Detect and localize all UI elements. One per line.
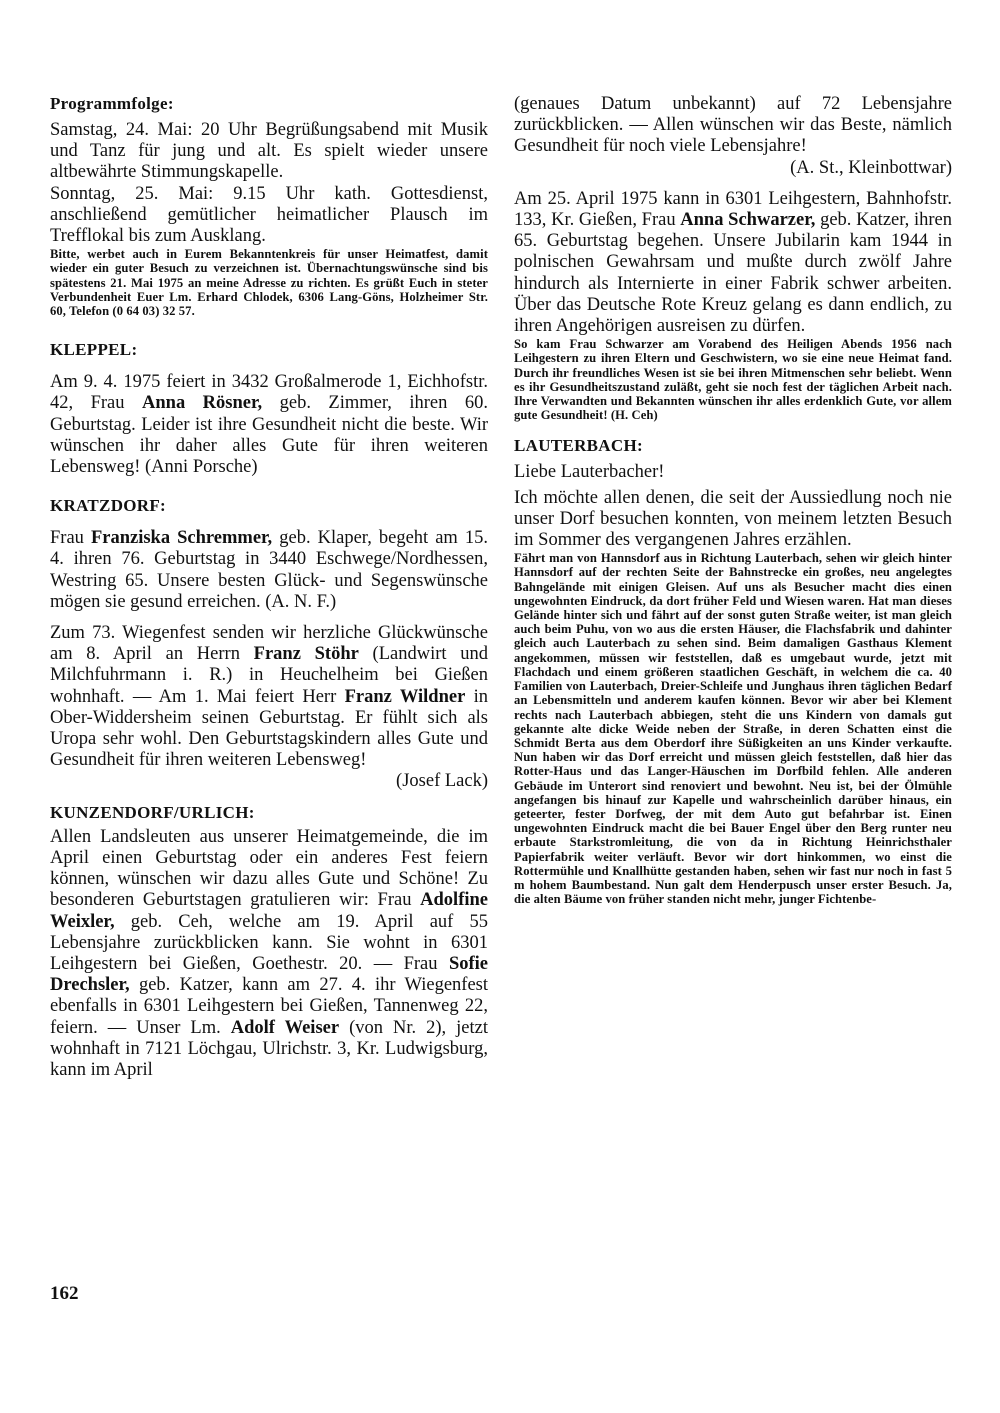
programm-paragraph-2: Sonntag, 25. Mai: 9.15 Uhr kath. Gottesdienst, anschließend gemütlicher heimatlicher Plausch im Trefflokal bis zum Ausklang.	[50, 183, 488, 247]
kratzdorf-signature: (Josef Lack)	[396, 771, 488, 792]
right-column	[514, 94, 952, 906]
continued-paragraph: (genaues Datum unbekannt) auf 72 Lebensjahre zurückblicken. — Allen wünschen wir das Beste, nämlich Gesundheit für noch viele Lebensjahre!	[514, 94, 952, 157]
kunzendorf-paragraph: Allen Landsleuten aus unserer Heimatgemeinde, die im April einen Geburtstag oder ein anderes Fest feiern können, wünschen wir dazu alles Gute und Schöne! Zu besonderen Geburtstagen gratulieren wir: Frau Adolfine Weixler, geb. Ceh, welche am 19. April auf 55 Lebensjahre zurückblicken kann. Sie wohnt in 6301 Leihgestern bei Gießen, Goethestr. 20. — Frau Sofie Drechsler, geb. Katzer, kann am 27. 4. ihr Wiegenfest ebenfalls in 6301 Leihgestern bei Gießen, Tannenweg 22, feiern. — Unser Lm. Adolf Weiser (von Nr. 2), jetzt wohnhaft in 7121 Löchgau, Ulrichstr. 3, Kr. Ludwigsburg, kann im April	[50, 826, 488, 1080]
kratzdorf-paragraph-2: Zum 73. Wiegenfest senden wir herzliche Glückwünsche am 8. April an Herrn Franz Stöhr (Landwirt und Milchfuhrmann i. R.) in Heuchelheim bei Gießen wohnhaft. — Am 1. Mai feiert Herr Franz Wildner in Ober-Widdersheim seinen Geburtstag. Er fühlt sich als Uropa sehr wohl. Den Geburtstagskindern alles Gute und Gesundheit für ihren weiteren Lebensweg!	[50, 623, 488, 771]
heading-kunzendorf: KUNZENDORF/URLICH:	[50, 802, 255, 822]
lauterbach-intro: Ich möchte allen denen, die seit der Aussiedlung noch nie unser Dorf besuchen konnten, von meinem letzten Besuch im Sommer des vergangenen Jahres erzählen.	[514, 487, 952, 551]
schwarzer-small-text: So kam Frau Schwarzer am Vorabend des Heiligen Abends 1956 nach Leihgestern zu ihren Eltern und Geschwistern, wo sie eine neue Heimat fand. Durch ihr freundliches Wesen ist sie bei ihren Mitmenschen sehr beliebt. Wenn es ihr Gesundheitszustand zuläßt, geht sie noch fest der täglichen Arbeit nach. Ihre Verwandten und Bekannten wünschen ihr alles erdenklich Gute, vor allem gute Gesundheit! (H. Ceh)	[514, 337, 952, 423]
heading-programmfolge: Programmfolge:	[50, 94, 174, 113]
programm-small-text: Bitte, werbet auch in Eurem Bekanntenkreis für unser Heimatfest, damit wieder ein guter Besuch zu verzeichnen ist. Übernachtungswünsche sind bis spätestens 21. Mai 1975 an meine Adresse zu richten. Es grüßt Euch in steter Verbundenheit Euer Lm. Erhard Chlodek, 6306 Lang-Göns, Holzheimer Str. 60, Telefon (0 64 03) 32 57.	[50, 247, 488, 319]
lauterbach-small-text: Fährt man von Hannsdorf aus in Richtung Lauterbach, sehen wir gleich hinter Hannsdorf auf der rechten Seite der Bahnstrecke ein großes, neu angelegtes Bahngelände mit einigen Gleisen. Auf uns als Besucher macht dies einen ungewohnten Eindruck, da dort früher Feld und Wiesen waren. Hat man dieses Gelände hinter sich und fährt auf der sonst guten Straße weiter, ist man gleich auch beim Puhu, von wo aus die ersten Häuser, die Flachsfabrik und dahinter gleich auch Lauterbach zu sehen sind. Beim damaligen Gasthaus Klement angekommen, müssen wir feststellen, daß es umgebaut wurde, jetzt mit Flachdach und einem größeren staatlichen Geschäft, in welchem die ca. 40 Familien von Lauterbach, Dreier-Schleife und Junghaus ihren täglichen Bedarf an Lebensmitteln und anderem kaufen können. Bevor wir aber bei Klement rechts nach Lauterbach abbiegen, steht die uns Kindern von damals gut gekannte alte dicke Weide neben der Straße, in deren Schatten einst die Schmidt Berta aus dem Oberdorf ihre Süßigkeiten an uns Kinder verkaufte. Nun haben wir das Dorf erreicht und müssen gleich feststellen, daß hier das Rotter-Haus und das Langer-Häuschen im Dorfbild fehlen. Alle anderen Gebäude im Unterort sind renoviert und bewohnt. Neu ist, bei der Ölmühle angefangen bis hinauf zur Kapelle und wahrscheinlich darüber hinaus, ein geteerter, fester Dorfweg, der mit dem Auto gut befahrbar ist. Einen ungewohnten Eindruck macht die bei Bauer Engel über den Berg runter neu erbaute Starkstromleitung, die von da in Richtung Heinrichsthaler Papierfabrik weiter verläuft. Bevor wir dort hinkommen, wo einst die Rottermühle und Knallhütte gestanden haben, sehen wir fast nur noch in fast 5 m hohem Baumbestand. Nun galt dem Henderpusch unser erster Besuch. Ja, die alten Bäume von früher standen nicht mehr, junger Fichtenbe-	[514, 551, 952, 907]
programm-paragraph-1: Samstag, 24. Mai: 20 Uhr Begrüßungsabend mit Musik und Tanz für jung und alt. Es spielt wieder unsere altbewährte Stimmungskapelle.	[50, 120, 488, 183]
heading-kratzdorf: KRATZDORF:	[50, 496, 167, 516]
continued-signature: (A. St., Kleinbottwar)	[790, 157, 952, 178]
lauterbach-greeting: Liebe Lauterbacher!	[514, 462, 665, 483]
page-number: 162	[50, 1283, 79, 1304]
heading-kleppel: KLEPPEL:	[50, 340, 138, 360]
heading-lauterbach: LAUTERBACH:	[514, 436, 643, 456]
left-column	[50, 94, 488, 1081]
schwarzer-paragraph: Am 25. April 1975 kann in 6301 Leihgestern, Bahnhofstr. 133, Kr. Gießen, Frau Anna Schwarzer, geb. Katzer, ihren 65. Geburtstag begehen. Unsere Jubilarin kam 1944 in polnischen Gewahrsam und mußte durch zwölf Jahre hindurch als Internierte in einer Fabrik schwer arbeiten. Über das Deutsche Rote Kreuz gelang es dann endlich, zu ihren Angehörigen ausreisen zu dürfen.	[514, 188, 953, 337]
kratzdorf-paragraph-1: Frau Franziska Schremmer, geb. Klaper, begeht am 15. 4. ihren 76. Geburtstag in 3440 Eschwege/Nordhessen, Westring 65. Unsere besten Glück- und Segenswünsche mögen sie gesund erreichen. (A. N. F.)	[50, 528, 488, 612]
kleppel-paragraph: Am 9. 4. 1975 feiert in 3432 Großalmerode 1, Eichhofstr. 42, Frau Anna Rösner, geb. Zimmer, ihren 60. Geburtstag. Leider ist ihre Gesundheit nicht die beste. Wir wünschen ihr daher alles Gute für ihren weiteren Lebensweg! (Anni Porsche)	[50, 372, 488, 478]
